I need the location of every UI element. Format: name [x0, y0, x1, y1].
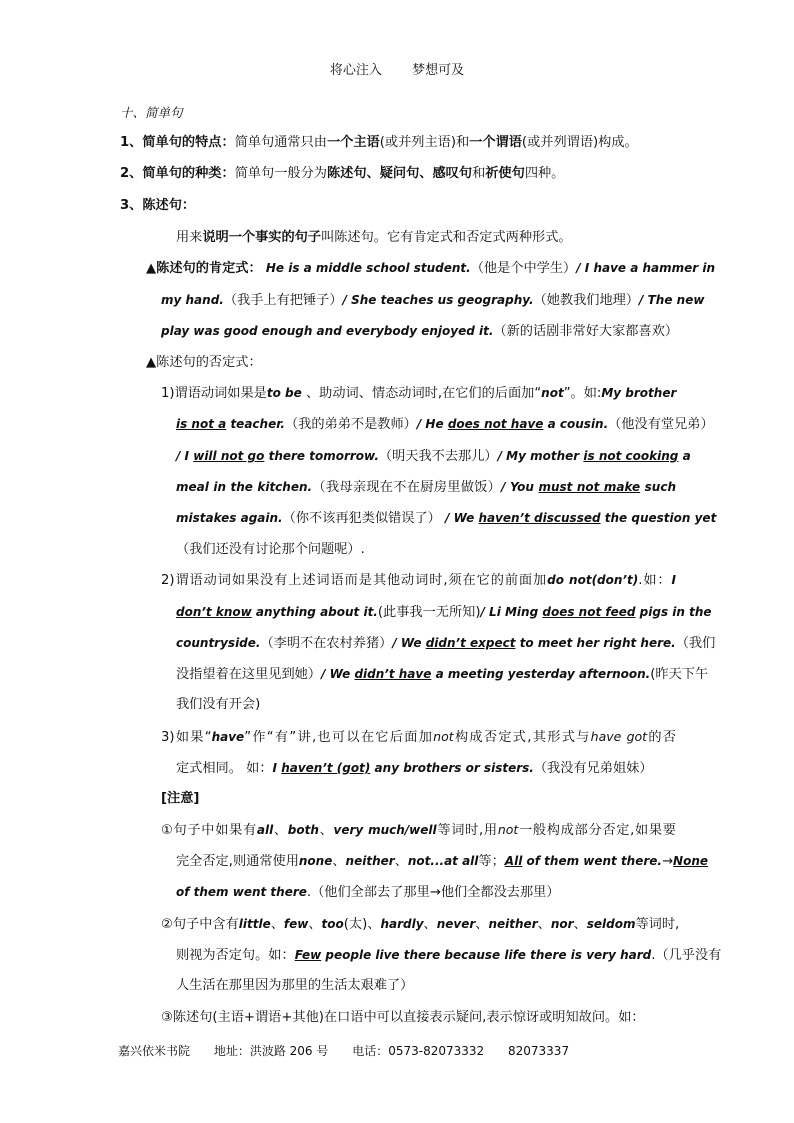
- footer-phone: 电话：0573-82073332: [352, 1044, 485, 1058]
- neg-rule-1-line-4: meal in the kitchen.（我母亲现在不在厨房里做饭）/ You must not make such: [176, 480, 676, 495]
- header-left: 将心注入: [329, 63, 382, 78]
- neg-rule-1-line-2: is not a teacher.（我的弟弟不是教师）/ He does not have a cousin.（他没有堂兄弟）: [176, 417, 714, 432]
- note-2-line-2: 则视为否定句。如：Few people live there because life there is very hard.（几乎没有: [176, 948, 722, 963]
- neg-rule-1-line-6: （我们还没有讨论那个问题呢）.: [176, 542, 365, 557]
- neg-rule-3-line-2: 定式相同。 如：I haven’t (got) any brothers or sisters.（我没有兄弟姐妹）: [176, 761, 653, 776]
- neg-rule-1-line-1: 1)谓语动词如果是to be 、助动词、情态动词时,在它们的后面加“not”。如:My brother: [161, 386, 677, 401]
- neg-rule-2-line-5: 我们没有开会): [176, 697, 261, 712]
- note-3-line-1: ③陈述句(主语+谓语+其他)在口语中可以直接表示疑问,表示惊讶或明知故问。如：: [161, 1010, 645, 1025]
- neg-rule-1-line-5: mistakes again.（你不该再犯类似错误了） / We haven’t discussed the question yet: [176, 511, 717, 526]
- page-footer: [118, 1042, 589, 1059]
- page-header: [0, 59, 794, 78]
- point-2: 2、简单句的种类：简单句一般分为陈述句、疑问句、感叹句和祈使句四种。: [120, 166, 565, 181]
- point-3-description: 用来说明一个事实的句子叫陈述句。它有肯定式和否定式两种形式。: [176, 230, 572, 245]
- point-1: 1、简单句的特点：简单句通常只由一个主语(或并列主语)和一个谓语(或并列谓语)构成。: [120, 135, 638, 150]
- affirmative-line-2: my hand.（我手上有把锤子）/ She teaches us geography.（她教我们地理）/ The new: [161, 293, 705, 308]
- note-1-line-2: 完全否定,则通常使用none、neither、not...at all等；All of them went there.→None: [176, 854, 709, 869]
- footer-phone-2: 82073337: [508, 1044, 570, 1058]
- point-3: 3、陈述句：: [120, 198, 196, 213]
- neg-rule-2-line-3: countryside.（李明不在农村养猪）/ We didn’t expect to meet her right here.（我们: [176, 636, 716, 651]
- footer-address: 地址：洪波路 206 号: [213, 1044, 329, 1058]
- affirmative-line-1: ▲陈述句的肯定式： He is a middle school student.（他是个中学生）/ I have a hammer in: [146, 261, 716, 276]
- note-2-line-3: 人生活在那里因为那里的生活太艰难了）: [176, 978, 414, 993]
- affirmative-line-3: play was good enough and everybody enjoyed it.（新的话剧非常好大家都喜欢）: [161, 324, 679, 339]
- header-right: 梦想可及: [412, 63, 465, 78]
- note-2-line-1: ②句子中含有little、few、too(太)、hardly、never、neither、nor、seldom等词时,: [161, 917, 680, 932]
- note-1-line-3: of them went there.（他们全部去了那里→他们全都没去那里）: [176, 885, 560, 900]
- negative-label: ▲陈述句的否定式：: [146, 355, 262, 370]
- neg-rule-2-line-2: don’t know anything about it.(此事我一无所知)/ Li Ming does not feed pigs in the: [176, 605, 712, 620]
- neg-rule-2-line-4: 没指望着在这里见到她）/ We didn’t have a meeting yesterday afternoon.(昨天下午: [176, 667, 709, 682]
- footer-school: 嘉兴依米书院: [118, 1044, 191, 1058]
- section-title: 十、简单句: [120, 105, 183, 120]
- note-1-line-1: ①句子中如果有all、both、very much/well等词时,用not一般构成部分否定,如果要: [161, 822, 676, 838]
- neg-rule-2-line-1: 2)谓语动词如果没有上述词语而是其他动词时,须在它的前面加do not(don’t).如：I: [161, 573, 676, 588]
- neg-rule-1-line-3: / I will not go there tomorrow.（明天我不去那儿）/ My mother is not cooking a: [176, 449, 691, 464]
- neg-rule-3-line-1: 3)如果“have”作“有”讲,也可以在它后面加not构成否定式,其形式与have got的否: [161, 729, 676, 745]
- notes-label: [注意]: [161, 791, 200, 806]
